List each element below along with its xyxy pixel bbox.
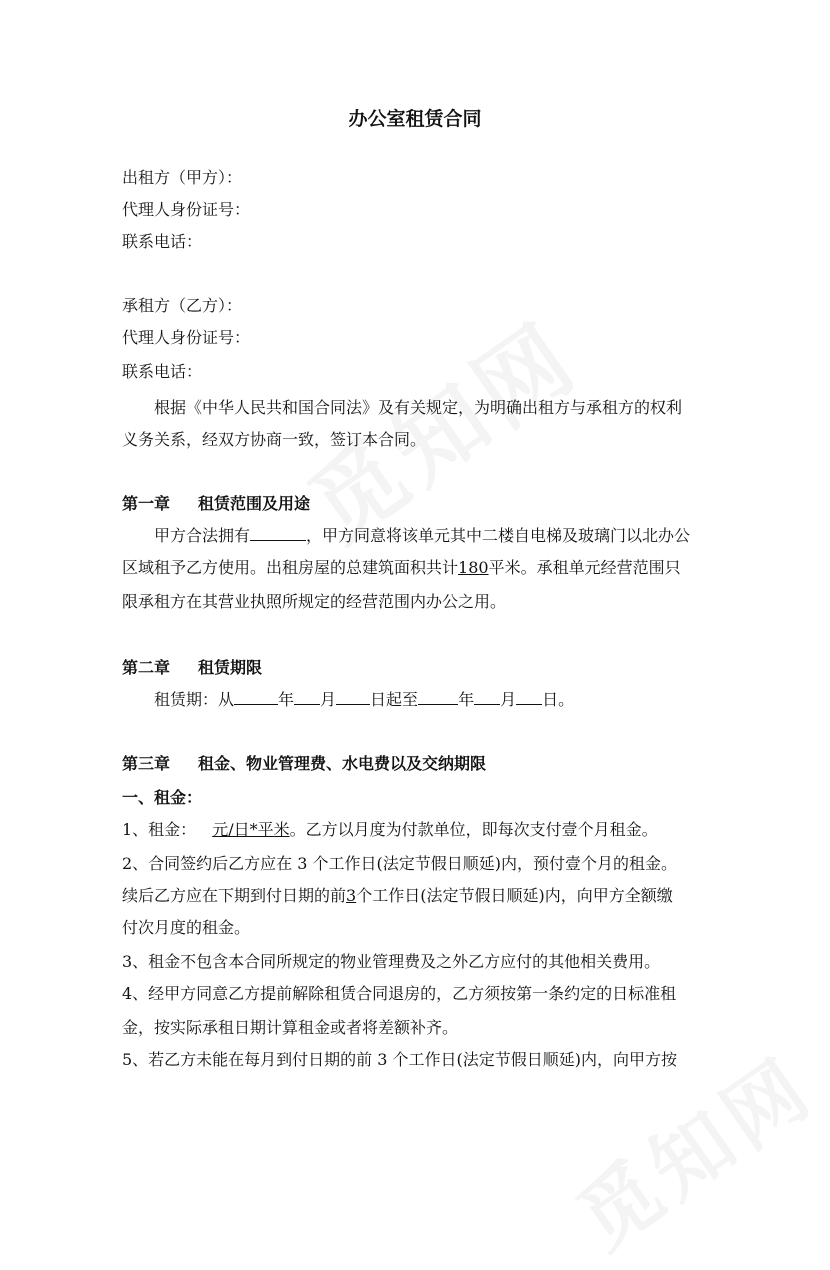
- rent-item-5-line-1: 5、若乙方未能在每月到付日期的前 3 个工作日(法定节假日顺延)内，向甲方按: [122, 1050, 678, 1069]
- chapter-1-text: 区域租予乙方使用。出租房屋的总建筑面积共计: [122, 558, 459, 577]
- lease-period-line: [154, 688, 722, 712]
- chapter-1-text: 甲方合法拥有: [154, 526, 251, 545]
- rent-item-2-text: 续后乙方应在下期到付日期的前: [122, 886, 347, 905]
- rent-unit: 元/日*平米: [212, 820, 290, 839]
- lessee-agent-id: 代理人身份证号：: [122, 328, 251, 347]
- lessee-phone: 联系电话：: [122, 362, 203, 381]
- chapter-1-text: 平米。承租单元经营范围只: [488, 558, 681, 577]
- property-blank: [250, 524, 306, 541]
- chapter-1-text: ，甲方同意将该单元其中二楼自电梯及玻璃门以北办公: [306, 526, 691, 545]
- chapter-1-line-1: [154, 524, 722, 548]
- lease-period-label: 租赁期：从: [154, 690, 235, 709]
- chapter-2-name: 租赁期限: [198, 658, 263, 677]
- lessor-party: 出租方（甲方）：: [122, 168, 243, 187]
- rent-item-1-text: 。乙方以月度为付款单位，即每次支付壹个月租金。: [289, 820, 658, 839]
- preamble-line-2: 义务关系，经双方协商一致，签订本合同。: [122, 430, 427, 449]
- start-year-blank: [234, 688, 278, 705]
- rent-item-3: 3、租金不包含本合同所规定的物业管理费及之外乙方应付的其他相关费用。: [122, 952, 661, 971]
- chapter-2-number: 第二章: [122, 658, 171, 677]
- lessee-party: 承租方（乙方）：: [122, 296, 243, 315]
- chapter-2-heading: [122, 656, 722, 680]
- rent-item-1: [122, 818, 722, 842]
- end-day-label: 日。: [542, 690, 575, 709]
- start-month-label: 月: [320, 690, 337, 709]
- chapter-1-line-3: 限承租方在其营业执照所规定的经营范围内办公之用。: [122, 592, 507, 611]
- start-year-label: 年: [278, 690, 295, 709]
- rent-item-1-label: 1、租金：: [122, 820, 197, 839]
- chapter-1-number: 第一章: [122, 494, 171, 513]
- end-year-blank: [418, 688, 458, 705]
- start-day-blank: [336, 688, 370, 705]
- lessor-agent-id: 代理人身份证号：: [122, 200, 251, 219]
- chapter-3-number: 第三章: [122, 754, 171, 773]
- rent-item-2-line-1: 2、合同签约后乙方应在 3 个工作日(法定节假日顺延)内，预付壹个月的租金。: [122, 854, 678, 873]
- rent-item-2-text: 个工作日(法定节假日顺延)内，向甲方全额缴: [356, 886, 673, 905]
- preamble-line-1: 根据《中华人民共和国合同法》及有关规定，为明确出租方与承租方的权利: [154, 398, 683, 417]
- end-year-label: 年: [458, 690, 475, 709]
- rent-item-2-line-2: [122, 884, 722, 908]
- end-month-blank: [474, 688, 500, 705]
- chapter-3-heading: [122, 752, 722, 776]
- document-title: 办公室租赁合同: [348, 108, 482, 130]
- chapter-1-line-2: [122, 556, 722, 580]
- rent-item-4-line-1: 4、经甲方同意乙方提前解除租赁合同退房的，乙方须按第一条约定的日标准租: [122, 984, 677, 1003]
- end-month-label: 月: [500, 690, 517, 709]
- rent-item-4-line-2: 金，按实际承租日期计算租金或者将差额补齐。: [122, 1018, 459, 1037]
- start-day-label: 日起至: [370, 690, 419, 709]
- chapter-1-heading: [122, 492, 722, 516]
- chapter-3-name: 租金、物业管理费、水电费以及交纳期限: [198, 754, 487, 773]
- rent-section-heading: 一、租金：: [122, 788, 203, 807]
- chapter-1-name: 租赁范围及用途: [198, 494, 311, 513]
- payment-days-value: 3: [346, 886, 357, 905]
- end-day-blank: [516, 688, 542, 705]
- rent-item-2-line-3: 付次月度的租金。: [122, 918, 251, 937]
- lessor-phone: 联系电话：: [122, 232, 203, 251]
- area-value: 180: [458, 558, 489, 577]
- start-month-blank: [294, 688, 320, 705]
